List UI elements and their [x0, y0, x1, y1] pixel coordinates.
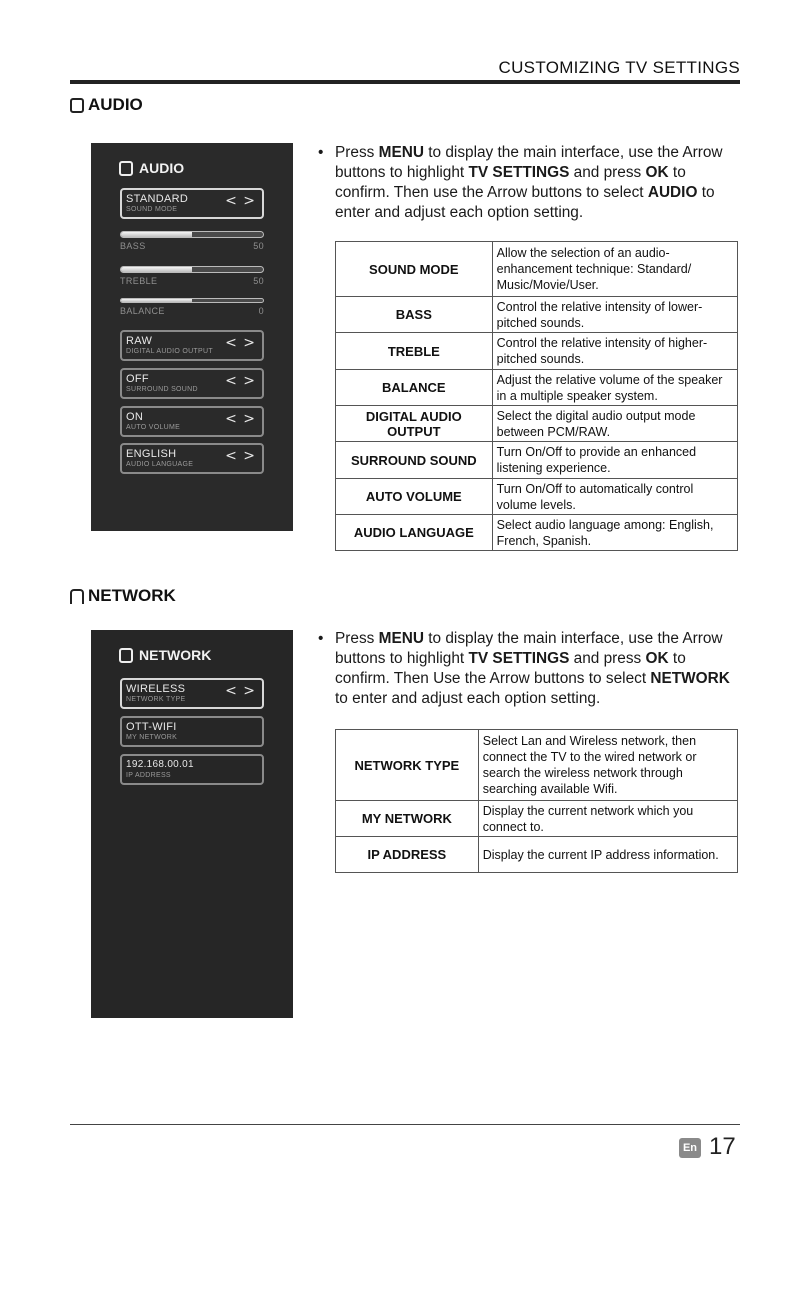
surround-sound-item[interactable] — [120, 368, 264, 399]
ip-address-value: 192.168.00.01 — [126, 759, 194, 770]
table-desc: Turn On/Off to automatically control volume levels. — [492, 479, 737, 515]
table-desc: Adjust the relative volume of the speaker in a multiple speaker system. — [492, 370, 737, 406]
text-run: AUDIO — [647, 184, 698, 201]
table-row — [336, 479, 738, 515]
treble-slider-track[interactable] — [120, 266, 264, 273]
table-key: AUTO VOLUME — [336, 479, 493, 515]
auto-volume-item[interactable] — [120, 406, 264, 437]
text-run: OK — [645, 650, 669, 667]
network-checkbox-icon — [70, 589, 84, 604]
network-section-title — [70, 586, 176, 606]
text-run: to display the main interface, use the Arrow buttons to highlight — [335, 630, 723, 667]
audio-section-label: AUDIO — [88, 95, 143, 114]
table-desc: Display the current IP address information. — [478, 837, 737, 873]
text-run: to confirm. Then Use the Arrow buttons to select — [335, 650, 686, 687]
bass-label: BASS — [120, 241, 146, 251]
sound-mode-label: SOUND MODE — [126, 206, 178, 213]
table-row — [336, 406, 738, 442]
treble-value: 50 — [253, 276, 264, 286]
text-run: and press — [569, 650, 646, 667]
arrows-icon[interactable]: < > — [225, 683, 256, 699]
table-row — [336, 442, 738, 479]
audio-menu-panel — [91, 143, 293, 531]
sound-mode-item[interactable] — [120, 188, 264, 219]
network-instruction-text — [335, 629, 736, 709]
auto-volume-label: AUTO VOLUME — [126, 424, 181, 431]
surround-label: SURROUND SOUND — [126, 386, 198, 393]
audio-menu-icon — [119, 161, 133, 176]
audio-checkbox-icon — [70, 98, 84, 113]
text-run: NETWORK — [650, 670, 730, 687]
network-menu-panel — [91, 630, 293, 1018]
treble-label: TREBLE — [120, 276, 158, 286]
table-key: IP ADDRESS — [336, 837, 479, 873]
page-number: 17 — [709, 1133, 736, 1160]
text-run: and press — [569, 164, 646, 181]
arrows-icon[interactable]: < > — [225, 448, 256, 464]
balance-slider-track[interactable] — [120, 298, 264, 303]
text-run: OK — [645, 164, 669, 181]
audio-language-label: AUDIO LANGUAGE — [126, 461, 194, 468]
network-section-label: NETWORK — [88, 586, 176, 605]
digital-output-label: DIGITAL AUDIO OUTPUT — [126, 348, 213, 355]
arrows-icon[interactable]: < > — [225, 411, 256, 427]
my-network-value: OTT-WIFI — [126, 721, 177, 733]
text-run: Press — [335, 144, 379, 161]
balance-label: BALANCE — [120, 306, 165, 316]
treble-slider-fill — [121, 267, 192, 272]
table-row — [336, 837, 738, 873]
ip-address-label: IP ADDRESS — [126, 772, 171, 779]
audio-section-title — [70, 95, 143, 115]
network-type-value: WIRELESS — [126, 683, 186, 695]
bullet: • — [318, 144, 324, 161]
balance-value: 0 — [258, 306, 264, 316]
text-run: TV SETTINGS — [468, 164, 570, 181]
table-desc: Select the digital audio output mode between PCM/RAW. — [492, 406, 737, 442]
arrows-icon[interactable]: < > — [225, 335, 256, 351]
ip-address-item[interactable] — [120, 754, 264, 785]
balance-slider-fill — [121, 299, 192, 302]
text-run: to enter and adjust each option setting. — [335, 690, 601, 707]
network-type-item[interactable] — [120, 678, 264, 709]
page-header-title: CUSTOMIZING TV SETTINGS — [498, 58, 740, 77]
audio-menu-header — [119, 160, 184, 176]
bass-slider-fill — [121, 232, 192, 237]
network-menu-header — [119, 647, 211, 663]
text-run: to display the main interface, use the Arrow buttons to highlight — [335, 144, 723, 181]
table-desc: Turn On/Off to provide an enhanced listening experience. — [492, 442, 737, 479]
language-badge: En — [679, 1138, 701, 1158]
table-row — [336, 730, 738, 801]
audio-instruction — [318, 143, 736, 223]
digital-output-value: RAW — [126, 335, 153, 347]
table-row — [336, 370, 738, 406]
table-key: BALANCE — [336, 370, 493, 406]
network-menu-icon — [119, 648, 133, 663]
arrows-icon[interactable]: < > — [225, 193, 256, 209]
table-row — [336, 242, 738, 297]
my-network-item[interactable] — [120, 716, 264, 747]
table-key: SOUND MODE — [336, 242, 493, 297]
table-key: AUDIO LANGUAGE — [336, 515, 493, 551]
my-network-label: MY NETWORK — [126, 734, 178, 741]
network-instruction — [318, 629, 736, 709]
treble-slider[interactable] — [120, 266, 264, 286]
network-type-label: NETWORK TYPE — [126, 696, 186, 703]
bass-value: 50 — [253, 241, 264, 251]
digital-output-item[interactable] — [120, 330, 264, 361]
table-key: BASS — [336, 297, 493, 333]
table-row — [336, 801, 738, 837]
audio-language-value: ENGLISH — [126, 448, 177, 460]
network-menu-title: NETWORK — [139, 647, 212, 663]
footer-divider — [70, 1124, 740, 1125]
table-desc: Control the relative intensity of higher-pitched sounds. — [492, 333, 737, 370]
header-divider — [70, 80, 740, 84]
table-key: TREBLE — [336, 333, 493, 370]
table-key: NETWORK TYPE — [336, 730, 479, 801]
table-key: MY NETWORK — [336, 801, 479, 837]
audio-instruction-text — [335, 143, 736, 223]
audio-language-item[interactable] — [120, 443, 264, 474]
table-desc: Control the relative intensity of lower-pitched sounds. — [492, 297, 737, 333]
text-run: Press — [335, 630, 379, 647]
text-run: MENU — [378, 144, 424, 161]
table-desc: Display the current network which you connect to. — [478, 801, 737, 837]
table-key: DIGITAL AUDIO OUTPUT — [336, 406, 493, 442]
auto-volume-value: ON — [126, 411, 144, 423]
bullet: • — [318, 630, 324, 647]
table-row — [336, 515, 738, 551]
text-run: to enter and adjust each option setting. — [335, 184, 715, 221]
table-desc: Select Lan and Wireless network, then connect the TV to the wired network or search the wireless network through searching available Wifi. — [478, 730, 737, 801]
bass-slider[interactable] — [120, 231, 264, 251]
table-desc: Select audio language among: English, French, Spanish. — [492, 515, 737, 551]
text-run: TV SETTINGS — [468, 650, 570, 667]
table-desc: Allow the selection of an audio-enhancement technique: Standard/ Music/Movie/User. — [492, 242, 737, 297]
arrows-icon[interactable]: < > — [225, 373, 256, 389]
network-options-table — [335, 729, 738, 873]
table-key: SURROUND SOUND — [336, 442, 493, 479]
table-row — [336, 297, 738, 333]
audio-menu-title: AUDIO — [139, 160, 185, 176]
balance-slider[interactable] — [120, 298, 264, 316]
bass-slider-track[interactable] — [120, 231, 264, 238]
sound-mode-value: STANDARD — [126, 193, 189, 205]
table-row — [336, 333, 738, 370]
text-run: MENU — [378, 630, 424, 647]
surround-value: OFF — [126, 373, 149, 385]
text-run: to confirm. Then use the Arrow buttons to select — [335, 164, 686, 201]
audio-options-table — [335, 241, 738, 551]
